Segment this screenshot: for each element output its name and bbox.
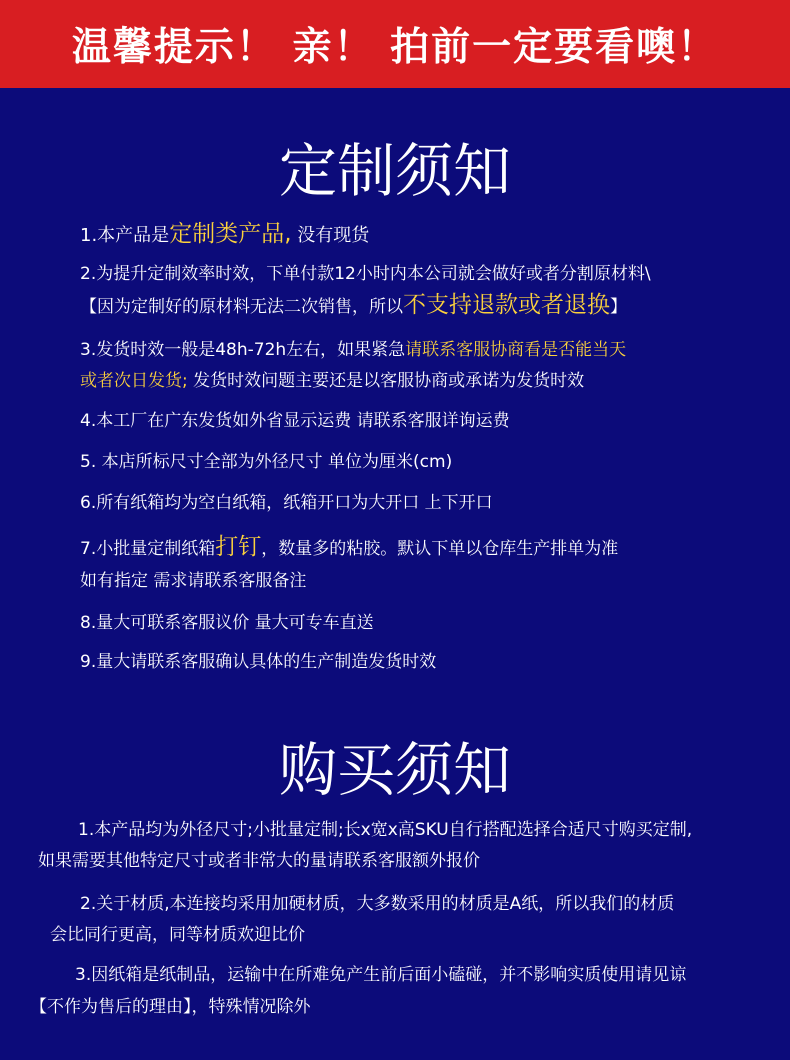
item-text: 6.所有纸箱均为空白纸箱，纸箱开口为大开口 上下开口 [80, 493, 493, 513]
item-text: 【因为定制好的原材料无法二次销售，所以 [80, 297, 403, 317]
item-highlight: 不支持退款或者退换 [403, 292, 610, 318]
item-text: 如果需要其他特定尺寸或者非常大的量请联系客服额外报价 [38, 851, 480, 871]
item-text: 2.关于材质,本连接均采用加硬材质，大多数采用的材质是A纸，所以我们的材质 [80, 894, 675, 914]
purchase-item-1 [78, 819, 692, 841]
item-text: 2.为提升定制效率时效，下单付款12小时内本公司就会做好或者分割原材料\ [80, 264, 651, 284]
item-highlight: 定制类产品, [169, 221, 292, 247]
custom-item-7b [80, 570, 306, 592]
item-text: 1.本产品是 [80, 225, 170, 246]
item-text: 1.本产品均为外径尺寸;小批量定制;长x宽x高SKU自行搭配选择合适尺寸购买定制, [78, 820, 693, 840]
purchase-item-3b [30, 996, 311, 1018]
custom-item-1 [80, 221, 369, 249]
custom-item-3 [80, 339, 626, 361]
custom-item-7 [80, 534, 618, 562]
custom-item-3b [80, 370, 584, 392]
custom-item-2b [80, 292, 627, 320]
custom-item-5 [80, 451, 452, 473]
custom-item-2 [80, 263, 651, 285]
item-text: 5. 本店所标尺寸全部为外径尺寸 单位为厘米(cm) [80, 452, 453, 472]
custom-item-4 [80, 410, 510, 432]
purchase-item-1b [38, 850, 480, 872]
section-title-purchase: 购买须知 [278, 736, 511, 804]
purchase-item-2 [80, 893, 674, 915]
item-highlight: 打钉 [215, 534, 262, 560]
banner-text: 温馨提示！ 亲！ 拍前一定要看噢！ [71, 25, 719, 70]
item-highlight: 或者次日发货; [80, 371, 188, 391]
item-text: 如有指定 需求请联系客服备注 [80, 571, 307, 591]
item-text: 没有现货 [291, 225, 370, 246]
item-text: 3.因纸箱是纸制品，运输中在所难免产生前后面小磕碰，并不影响实质使用请见谅 [75, 965, 687, 985]
top-banner [0, 0, 790, 88]
section-title-custom: 定制须知 [278, 137, 511, 205]
item-text: 9.量大请联系客服确认具体的生产制造发货时效 [80, 652, 437, 672]
purchase-item-3 [75, 964, 686, 986]
item-text: 8.量大可联系客服议价 量大可专车直送 [80, 613, 374, 633]
custom-item-9 [80, 651, 436, 673]
custom-item-8 [80, 612, 374, 634]
item-text: 4.本工厂在广东发货如外省显示运费 请联系客服详询运费 [80, 411, 510, 431]
item-text: 会比同行更高，同等材质欢迎比价 [50, 925, 305, 945]
item-text: 发货时效问题主要还是以客服协商或承诺为发货时效 [187, 371, 585, 391]
item-text: 】 [610, 297, 627, 317]
item-text: 7.小批量定制纸箱 [80, 539, 216, 559]
item-text: 【不作为售后的理由】，特殊情况除外 [30, 997, 311, 1017]
custom-item-6 [80, 492, 493, 514]
purchase-item-2b [50, 924, 305, 946]
item-text: 3.发货时效一般是48h-72h左右，如果紧急 [80, 340, 406, 360]
item-text: ，数量多的粘胶。默认下单以仓库生产排单为准 [261, 539, 619, 559]
item-highlight: 请联系客服协商看是否能当天 [405, 340, 627, 360]
